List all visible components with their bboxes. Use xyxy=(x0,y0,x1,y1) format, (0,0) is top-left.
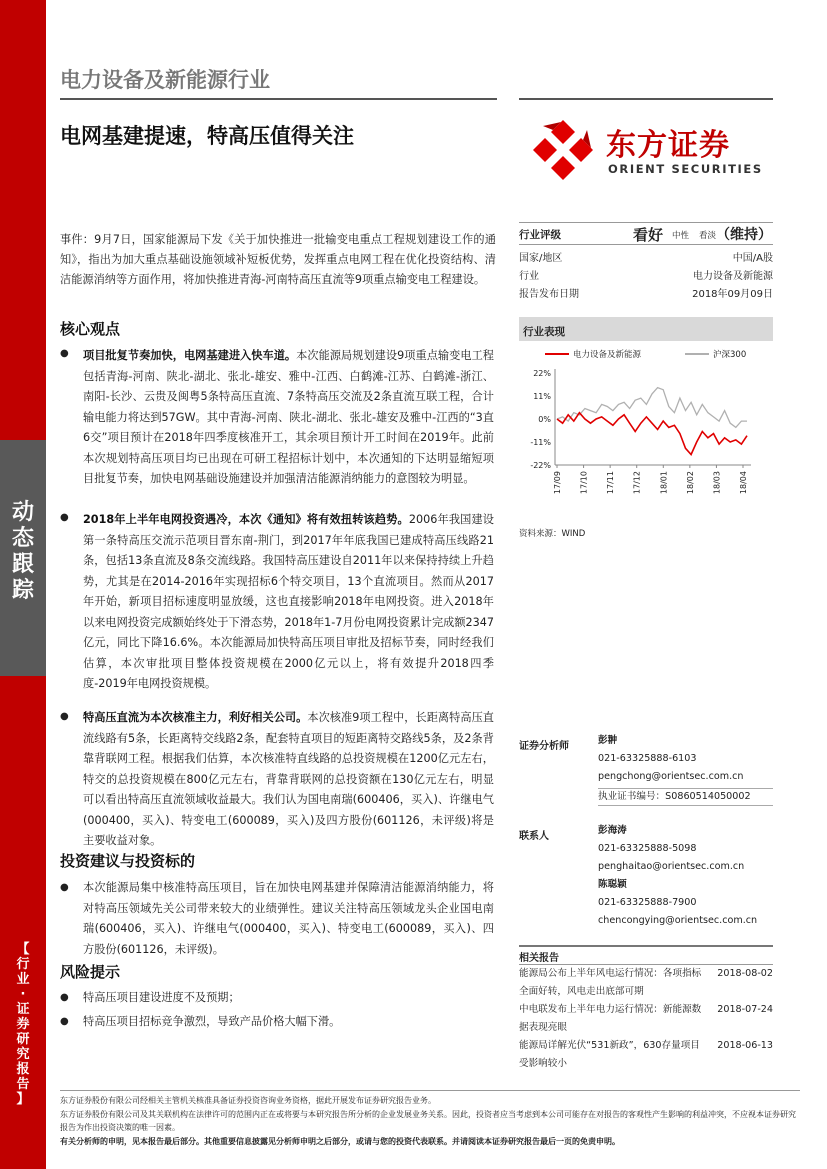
bullet-dot-icon: ● xyxy=(60,348,69,359)
related-report-2[interactable]: 中电联发布上半年电力运行情况：新能源数据表现亮眼 2018-07-24 xyxy=(519,1004,773,1033)
core-point-1: 项目批复节奏加快，电网基建进入快车道。本次能源局规划建设9项重点输变电工程包括青海-河南、陕北-湖北、张北-雄安、雅中-江西、白鹤滩-江苏、白鹤滩-浙江、南阳-长沙、云贵及闽粤5条特高压直流、7条特高压交流及2条直流互联工程，合计输电能力将达到57GW。其中青海-河南、陕北-湖北、张北-雄安及雅中-江西的“3直6交”项目预计在2018年四季度核准开工，其余项目预计开工时间在2019年。此前本次规划特高压项目均已出现在可研工程招标计划中，本次通知的下达明显缩短项目批复节奏，加快电网基础设施建设并加强清洁能源消纳能力的意图较为明显。 xyxy=(83,349,494,485)
legend-label: 电力设备及新能源 xyxy=(573,350,642,360)
bullet-dot-icon: ● xyxy=(60,711,69,722)
rating-option-neutral: 中性 xyxy=(672,231,690,241)
rating-status: （维持） xyxy=(716,227,772,243)
report-category-label: 【 行 业 · 证 券 研 究 报 告 】 xyxy=(16,942,30,1107)
y-tick-label: 0% xyxy=(538,415,551,424)
rating-row-region: 国家/地区 中国/A股 xyxy=(519,253,773,264)
contact-email[interactable]: chencongying@orientsec.com.cn xyxy=(598,915,758,926)
contact-person-2 xyxy=(598,876,757,930)
y-tick-label: 11% xyxy=(533,392,551,401)
x-tick-label: 18/01 xyxy=(659,471,669,495)
x-tick-label: 18/04 xyxy=(739,471,748,495)
footer-disclaimer xyxy=(60,1094,800,1148)
related-top-rule xyxy=(519,945,773,947)
footer-line-1: 东方证券股份有限公司经相关主管机关核准具备证券投资咨询业务资格，据此开展发布证券研究报告业务。 xyxy=(60,1096,436,1105)
analyst-email[interactable]: pengchong@orientsec.com.cn xyxy=(598,771,744,782)
series-line xyxy=(557,413,747,455)
contact-phone: 021-63325888-5098 xyxy=(598,843,697,854)
rating-top-rule xyxy=(519,222,773,223)
analyst-cert: 执业证书编号：S0860514050002 xyxy=(598,788,773,806)
x-tick-label: 17/10 xyxy=(579,471,589,495)
rating-value: 看好 xyxy=(633,226,664,244)
contact-name: 彭海涛 xyxy=(598,825,627,836)
performance-chart xyxy=(519,345,773,530)
x-tick-label: 18/03 xyxy=(712,471,722,495)
logo-chinese-text: 东方证券 xyxy=(606,128,730,163)
rating-row-industry: 行业 电力设备及新能源 xyxy=(519,271,773,282)
y-tick-label: -22% xyxy=(530,461,551,470)
section-title-risk: 风险提示 xyxy=(60,963,121,981)
performance-header: 行业表现 xyxy=(519,317,773,341)
rating-row-date: 报告发布日期 2018年09月09日 xyxy=(519,289,773,300)
section-title-core: 核心观点 xyxy=(60,320,121,338)
event-paragraph: 事件：9月7日，国家能源局下发《关于加快推进一批输变电重点工程规划建设工作的通知》，指出为加大重点基础设施领域补短板优势，发挥重点电网工程在优化投资结构、清洁能源消纳等方面作用，将加快推进青海-河南特高压直流等9项重点输变电工程建设。 xyxy=(60,233,496,286)
bullet-dot-icon: ● xyxy=(60,992,69,1003)
rating-option-negative: 看淡 xyxy=(699,231,717,241)
rating-mid-rule xyxy=(519,244,773,245)
section-title-investment: 投资建议与投资标的 xyxy=(60,852,196,870)
analyst-phone: 021-63325888-6103 xyxy=(598,753,697,764)
core-point-2: 2018年上半年电网投资遇冷，本次《通知》将有效扭转该趋势。2006年我国建设第一条特高压交流示范项目晋东南-荆门，到2017年年底我国已建成特高压线路21条，包括13条直流及8条交流线路。我国特高压建设自2011年以来保持持续上升趋势，尤其是在2014-2016年实现招标6个特交项目，13个直流项目。然而从2017年开始，新项目招标速度明显放缓，这也直接影响2018年电网投资。进入2018年以来电网投资完成额始终处于下滑态势，2018年1-7月份电网投资累计完成额2347亿元，同比下降16.6%。本次能源局加快特高压项目审批及招标节奏，同时经我们估算，本次审批项目整体投资规模在2000亿元以上，将有效提升2018四季度-2019年电网投资规模。 xyxy=(83,513,494,690)
related-report-1[interactable]: 能源局公布上半年风电运行情况：各项指标全面好转，风电走出底部可期 2018-08-02 xyxy=(519,968,773,997)
risk-point-1: 特高压项目建设进度不及预期； xyxy=(83,991,240,1004)
contact-person-1 xyxy=(598,822,744,876)
legend-label: 沪深300 xyxy=(713,350,747,360)
footer-line-2: 东方证券股份有限公司及其关联机构在法律许可的范围内正在或将要与本研究报告所分析的企业发展业务关系。因此，投资者应当考虑到本公司可能存在对报告的客观性产生影响的利益冲突，不应视本证券研究报告为作出投资决策的唯一因素。 xyxy=(60,1109,796,1132)
y-tick-label: 22% xyxy=(533,369,551,378)
x-tick-label: 17/09 xyxy=(553,471,562,495)
bullet-dot-icon: ● xyxy=(60,882,69,893)
contact-phone: 021-63325888-7900 xyxy=(598,897,697,908)
analyst-name: 彭翀 xyxy=(598,735,618,746)
y-tick-label: -11% xyxy=(530,438,551,447)
logo-mark-icon xyxy=(528,118,598,182)
bullet-dot-icon: ● xyxy=(60,512,69,523)
series-line xyxy=(557,388,747,428)
company-logo xyxy=(528,118,788,182)
x-tick-label: 17/12 xyxy=(632,471,642,495)
x-tick-label: 18/02 xyxy=(685,471,695,495)
related-report-3[interactable]: 能源局详解光伏“531新政”，630存量项目受影响较小 2018-06-13 xyxy=(519,1040,773,1069)
footer-line-3: 有关分析师的申明，见本报告最后部分。其他重要信息披露见分析师申明之后部分，或请与您的投资代表联系。并请阅读本证券研究报告最后一页的免责申明。 xyxy=(60,1136,620,1146)
logo-english-text: ORIENT SECURITIES xyxy=(608,162,763,176)
header-rule-right xyxy=(519,98,773,100)
contact-name: 陈聪颖 xyxy=(598,879,627,890)
bullet-dot-icon: ● xyxy=(60,1016,69,1027)
report-title: 电网基建提速，特高压值得关注 xyxy=(60,124,354,148)
core-point-3: 特高压直流为本次核准主力，利好相关公司。本次核准9项工程中，长距离特高压直流线路有5条，长距离特交线路2条，配套特直项目的短距离特交路线5条，及2条背靠背联网工程。根据我们估算，本次核准特直线路的总投资规模在1200亿元左右，特交的总投资规模在800亿元左右，背靠背联网的总投资额在130亿元左右，明显可以看出特高压直流领域收益最大。我们认为国电南瑞(600406，买入)、许继电气(000400，买入)、特变电工(600089，买入)及四方股份(601126，未评级)将是主要收益对象。 xyxy=(83,711,494,847)
investment-point-1: 本次能源局集中核准特高压项目，旨在加快电网基建并保障清洁能源消纳能力，将对特高压领域先关公司带来较大的业绩弹性。建议关注特高压领域龙头企业国电南瑞(600406，买入)、许继电气(000400，买入)、特变电工(600089，买入)、四方股份(601126，未评级)。 xyxy=(83,881,494,956)
x-tick-label: 17/11 xyxy=(606,471,616,495)
analyst-label: 证券分析师 xyxy=(519,741,569,752)
rating-label: 行业评级 xyxy=(519,229,561,241)
related-label: 相关报告 xyxy=(519,953,559,964)
chart-source: 资料来源：WIND xyxy=(519,529,586,539)
footer-rule xyxy=(60,1090,800,1091)
risk-point-2: 特高压项目招标竞争激烈，导致产品价格大幅下滑。 xyxy=(83,1015,341,1028)
analyst-info xyxy=(598,732,744,786)
industry-title: 电力设备及新能源行业 xyxy=(60,68,270,92)
contacts-label: 联系人 xyxy=(519,831,549,842)
contact-email[interactable]: penghaitao@orientsec.com.cn xyxy=(598,861,745,872)
report-type-label: 动 态 跟 踪 xyxy=(11,500,34,603)
header-rule-left xyxy=(60,98,497,100)
